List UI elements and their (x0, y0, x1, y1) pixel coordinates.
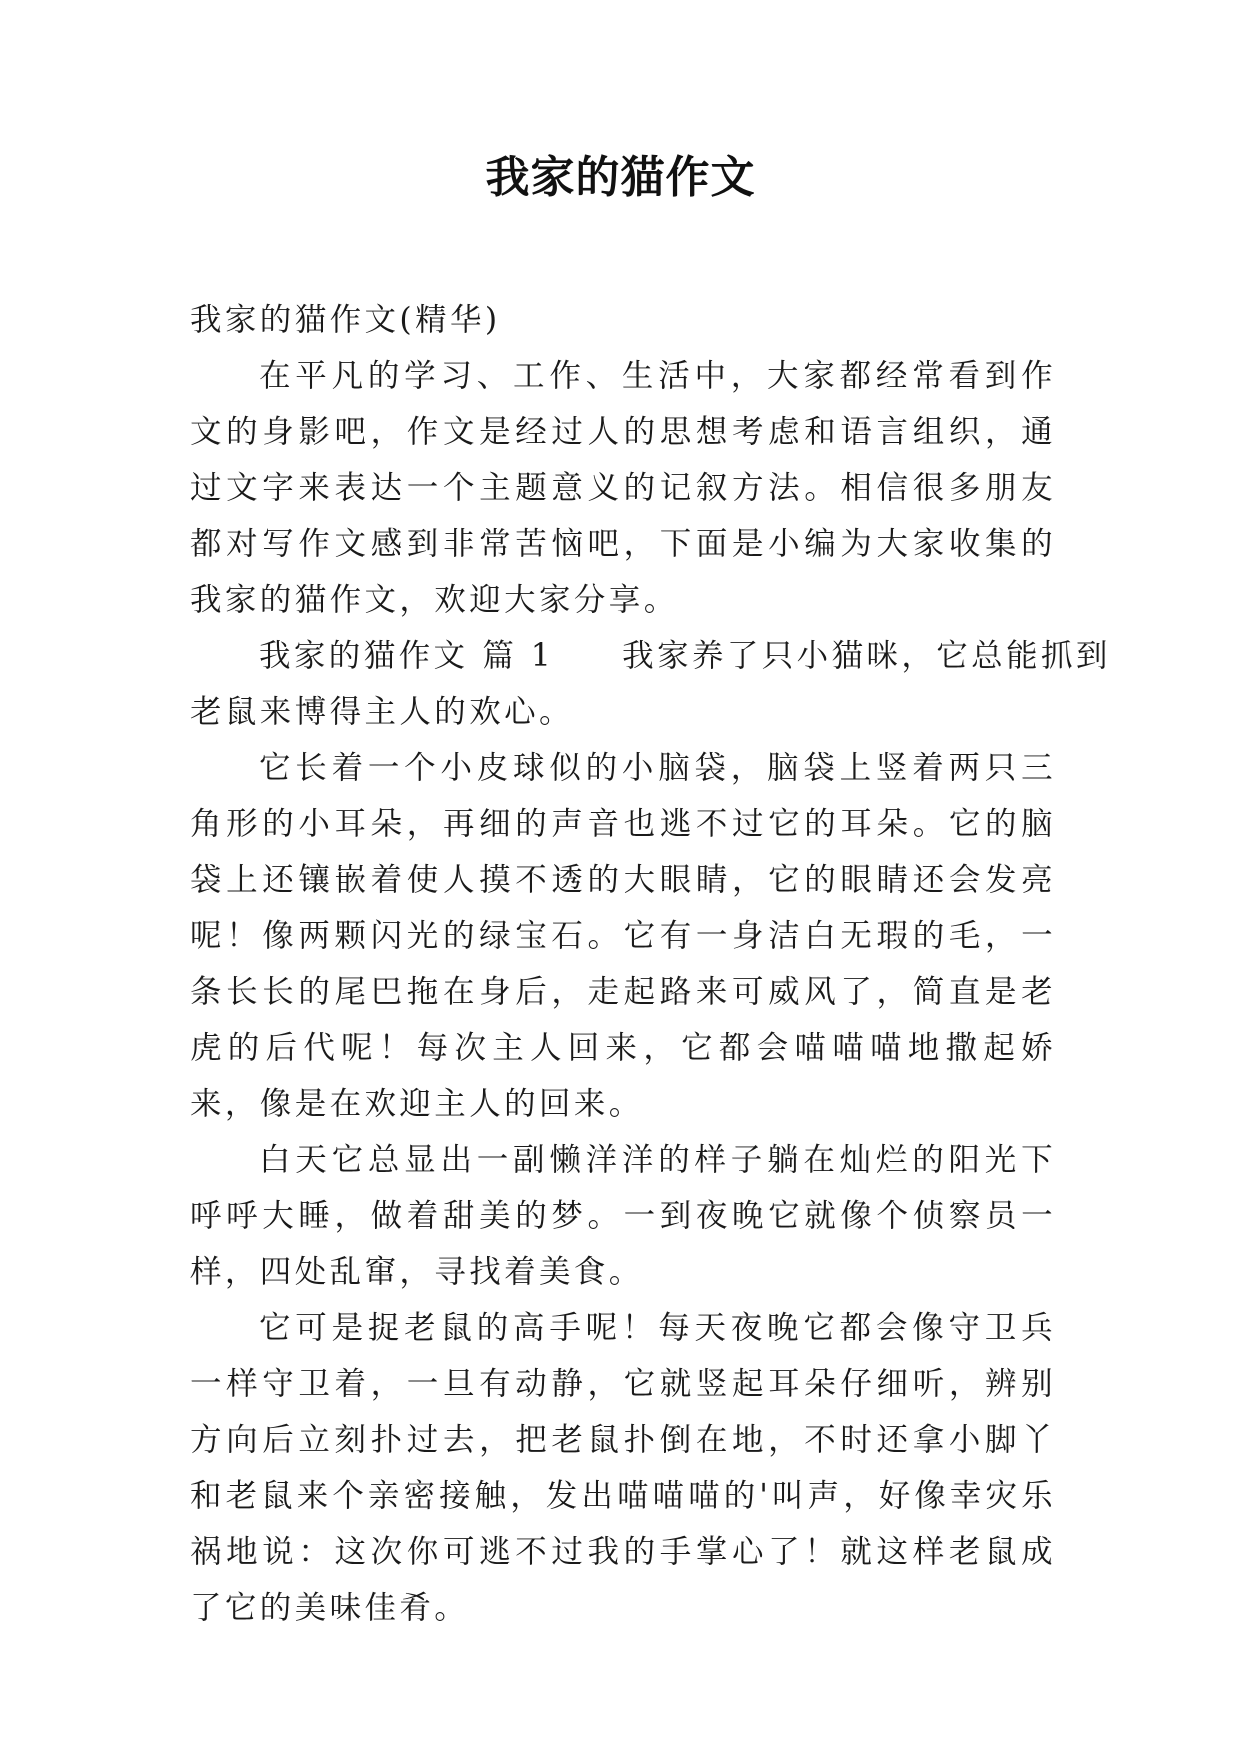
essay-first-sentence-cont: 老鼠来博得主人的欢心。 (190, 694, 574, 730)
essay-heading: 我家的猫作文 (259, 638, 469, 674)
essay-paragraph: 白天它总显出一副懒洋洋的样子躺在灿烂的阳光下呼呼大睡，做着甜美的梦。一到夜晚它就像个侦察员一样，四处乱窜，寻找着美食。 (190, 1142, 1056, 1290)
document-body (190, 292, 1111, 1636)
document-title: 我家的猫作文 (485, 152, 756, 203)
document-subtitle: 我家的猫作文(精华) (190, 302, 501, 338)
essay-paragraph: 它可是捉老鼠的高手呢！每天夜晚它都会像守卫兵一样守卫着，一旦有动静，它就竖起耳朵仔细听，辨别方向后立刻扑过去，把老鼠扑倒在地，不时还拿小脚丫和老鼠来个亲密接触，发出喵喵喵的'叫声，好像幸灾乐祸地说：这次你可逃不过我的手掌心了！就这样老鼠成了它的美味佳肴。 (190, 1310, 1056, 1626)
essay-heading-line (190, 628, 1111, 684)
essay-paragraph: 它长着一个小皮球似的小脑袋，脑袋上竖着两只三角形的小耳朵，再细的声音也逃不过它的耳朵。它的脑袋上还镶嵌着使人摸不透的大眼睛，它的眼睛还会发亮呢！像两颗闪光的绿宝石。它有一身洁白无瑕的毛，一条长长的尾巴拖在身后，走起路来可威风了，简直是老虎的后代呢！每次主人回来，它都会喵喵喵地撒起娇来，像是在欢迎主人的回来。 (190, 750, 1056, 1122)
intro-paragraph: 在平凡的学习、工作、生活中，大家都经常看到作文的身影吧，作文是经过人的思想考虑和语言组织，通过文字来表达一个主题意义的记叙方法。相信很多朋友都对写作文感到非常苦恼吧，下面是小编为大家收集的我家的猫作文，欢迎大家分享。 (190, 358, 1056, 618)
essay-number: 篇 1 (482, 638, 555, 674)
essay-first-sentence: 我家养了只小猫咪，它总能抓到 (622, 638, 1111, 674)
